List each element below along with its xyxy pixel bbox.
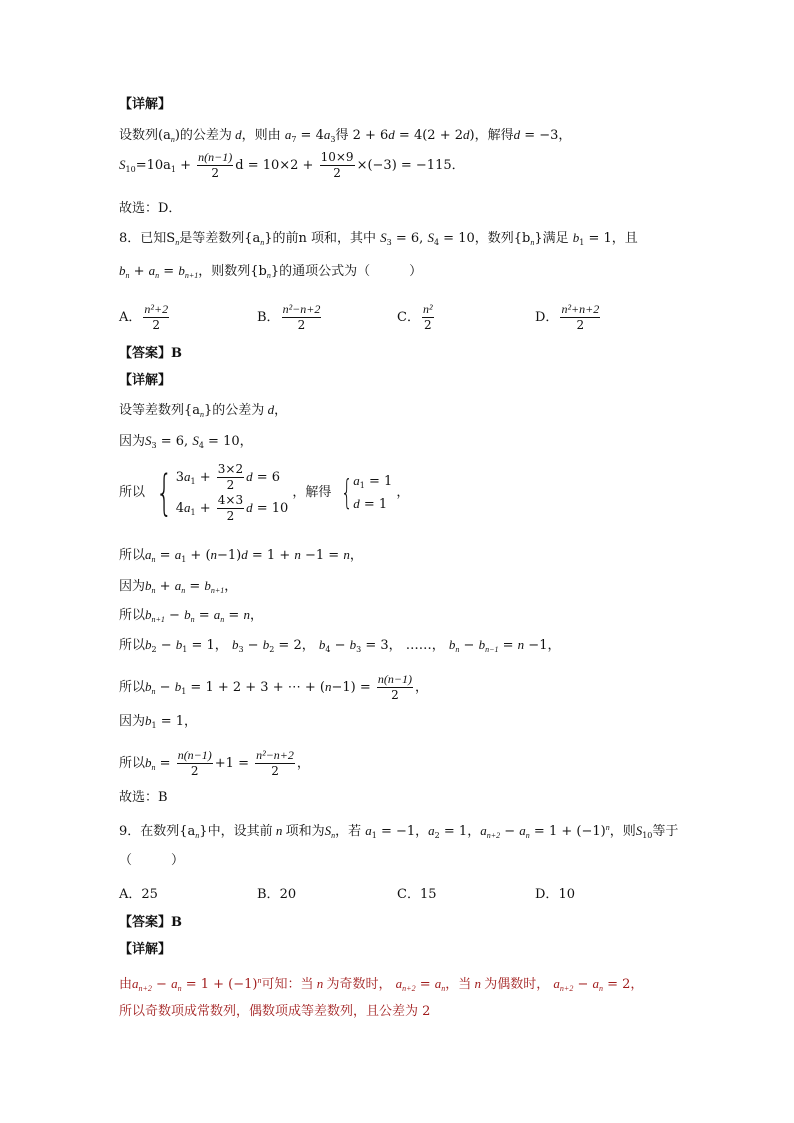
q8-step8: 所以$b_n - b_1 = 1 + 2 + 3$ + ⋯ + (n−1) = $\frac{n(n-1)}{2}$ ， bbox=[119, 672, 428, 702]
q8-option-b[interactable]: B． $\frac{\text{n²−n+2}}{2}$ bbox=[257, 302, 321, 332]
q8-step10: 所以$b_n$ = $\frac{n(n-1)}{2}$ +1 = $\frac{\text{n²−n+2}}{2}$ ， bbox=[119, 748, 310, 778]
q9-answer: 【答案】B bbox=[119, 915, 182, 930]
solution-system: { $a_1 = 1$ d = 1 bbox=[340, 473, 393, 513]
q8-choice: 故选：B bbox=[119, 790, 168, 805]
q8-stem-line2: $b_n + a_n = b_{n+1}$，则数列$\{b_n\}$的通项公式为（ ） bbox=[119, 263, 423, 280]
q8-detail-label: 【详解】 bbox=[119, 373, 172, 388]
q9-stem-line1: 9．在数列$\{a_n\}$中，设其前 n 项和为$S_n$，若 $a_1 = -1$，$a_2 = 1$，$a_{n+2} - a_n = 1 + (-1)^n$，则$S_{10}$等于 bbox=[119, 823, 679, 840]
q8-option-a[interactable]: A． $\frac{\text{n²+2}}{2}$ bbox=[119, 302, 169, 332]
q7-sum-formula: $S_{10}=10a_1$ + $\frac{n(n-1)}{2}$ d = 10×2 + $\frac{10\times 9}{2}$ ×(−3) = −115． bbox=[119, 150, 465, 180]
q9-detail-label: 【详解】 bbox=[119, 942, 172, 957]
q8-answer: 【答案】B bbox=[119, 346, 182, 361]
q9-option-d[interactable]: D．10 bbox=[535, 887, 575, 902]
q8-step7: 所以$b_2 - b_1 = 1$， $b_3 - b_2 = 2$， $b_4 - b_3 = 3$， ……， $b_n - b_{n-1} = n -1$， bbox=[119, 637, 561, 654]
fraction: $\frac{n(n-1)}{2}$ bbox=[198, 150, 233, 180]
q8-step2: 因为$S_3 = 6$, $S_4 = 10$， bbox=[119, 433, 253, 450]
detail-label-q7: 【详解】 bbox=[119, 97, 172, 112]
q9-stem-paren: （ ） bbox=[119, 853, 185, 868]
q9-detail-line2: 所以奇数项成常数列，偶数项成等差数列，且公差为 2 bbox=[119, 1004, 431, 1019]
q8-step4: 所以$a_n = a_1 + (n-1)d = 1 + n -1 = n$， bbox=[119, 547, 363, 564]
q8-option-d[interactable]: D． $\frac{\text{n²+n+2}}{2}$ bbox=[535, 302, 600, 332]
q8-step6: 所以$b_{n+1} - b_n = a_n = n$， bbox=[119, 607, 263, 624]
q9-option-c[interactable]: C．15 bbox=[397, 887, 437, 902]
q7-detail-line1: 设数列$(a_n)$的公差为 d，则由 $a_7 = 4a_3$得 2 + 6d = 4(2 + 2d)，解得d = −3， bbox=[119, 127, 572, 144]
equation-system: { $3a_1$ + $\frac{3\times 2}{2}$ d = 6 $4a_1$ + $\frac{4\times 3}{2}$ d = 10 bbox=[156, 462, 289, 523]
q9-detail-line1: 由$a_{n+2} - a_n = 1 + (-1)^n$可知：当 n 为奇数时， $a_{n+2} = a_n$，当 n 为偶数时， $a_{n+2} - a_n = 2$， bbox=[119, 976, 644, 993]
q8-step1: 设等差数列$\{a_n\}$的公差为 d， bbox=[119, 402, 288, 419]
q9-option-a[interactable]: A．25 bbox=[119, 887, 158, 902]
q8-step3-system: 所以 { $3a_1$ + $\frac{3\times 2}{2}$ d = 6 $4a_1$ + $\frac{4\times 3}{2}$ d = 10 ，解得 { $a_1 = 1$ d = 1 ， bbox=[119, 462, 410, 523]
q8-stem-line1: 8．已知$S_n$是等差数列$\{a_n\}$的前n 项和，其中 $S_3 = 6$, $S_4 = 10$，数列$\{b_n\}$满足 $b_1 = 1$，且 bbox=[119, 230, 638, 247]
q8-option-c[interactable]: C． $\frac{\text{n²}}{2}$ bbox=[397, 302, 433, 332]
q7-choice: 故选：D． bbox=[119, 201, 182, 216]
q8-step9: 因为$b_1 = 1$， bbox=[119, 713, 198, 730]
q8-step5: 因为$b_n + a_n = b_{n+1}$， bbox=[119, 578, 238, 595]
q9-option-b[interactable]: B．20 bbox=[257, 887, 297, 902]
fraction: $\frac{10\times 9}{2}$ bbox=[320, 150, 354, 180]
